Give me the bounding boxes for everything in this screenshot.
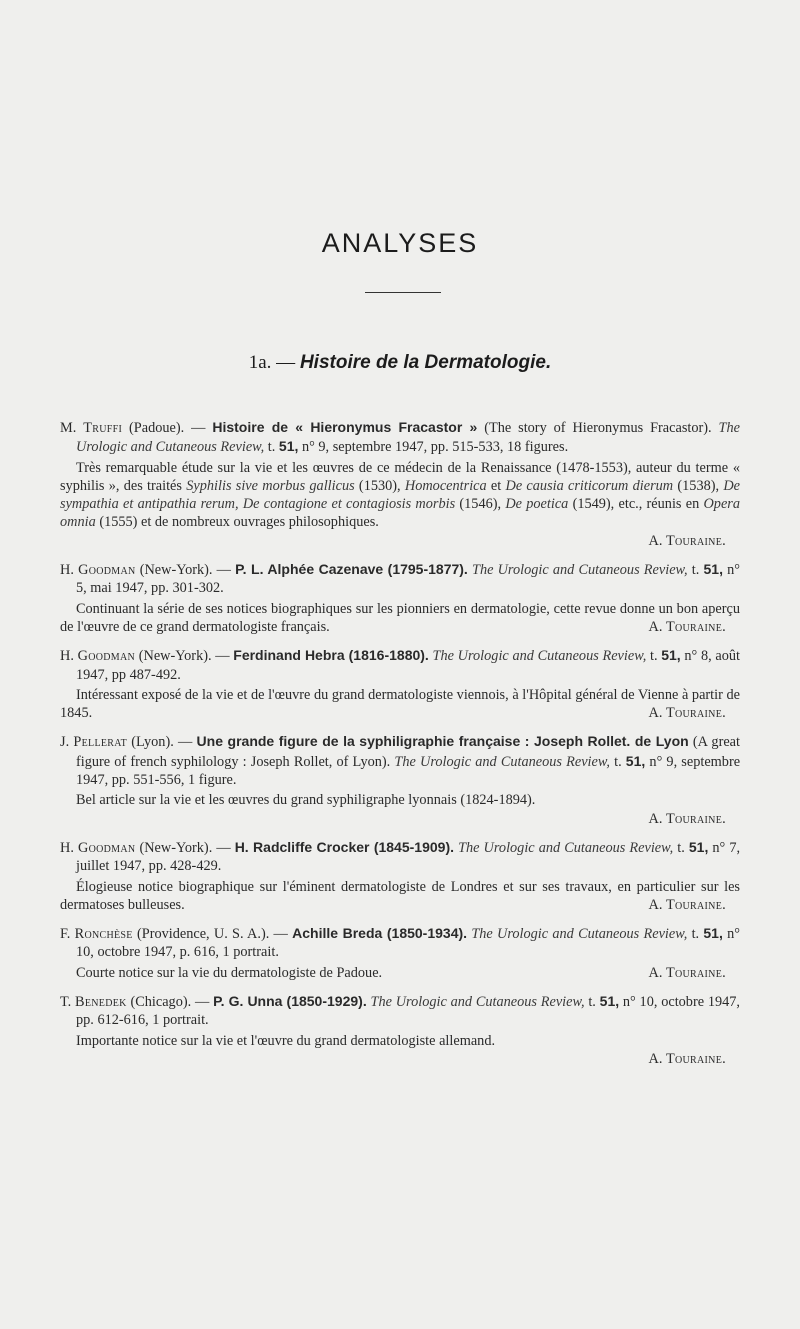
issue-details: n° 8, août 1947, pp 487-492. xyxy=(76,648,741,683)
analysis-entry xyxy=(60,838,740,914)
article-title: Une grande figure de la syphiligraphie française : Joseph Rollet. de Lyon xyxy=(196,733,689,750)
signature xyxy=(60,810,740,828)
citation xyxy=(60,560,740,598)
work-title: Syphilis sive morbus gallicus xyxy=(186,477,355,494)
author-initial: M. xyxy=(60,420,77,436)
journal-name: The Urologic and Cutaneous Review, xyxy=(471,926,688,943)
journal-name: The Urologic and Cutaneous Review, xyxy=(76,420,740,456)
citation xyxy=(60,646,740,684)
volume-prefix: t. xyxy=(691,562,700,579)
volume-prefix: t. xyxy=(649,648,658,665)
article-title: Ferdinand Hebra (1816-1880). xyxy=(233,647,429,664)
author-place: (New-York). — xyxy=(139,562,231,579)
signature xyxy=(633,704,741,722)
analysis-entry xyxy=(60,992,740,1068)
author-name: Truffi xyxy=(83,420,123,436)
signature-initial: A. xyxy=(648,618,663,635)
signature-name: Touraine. xyxy=(665,810,726,827)
citation xyxy=(60,418,740,457)
summary-text: (1538), xyxy=(673,477,724,494)
section-number: 1a. — xyxy=(248,352,296,373)
article-title: Histoire de « Hieronymus Fracastor » xyxy=(212,419,478,435)
summary-text: Élogieuse notice biographique sur l'éminent dermatologiste de Londres et sur ses travaux, en particulier sur les dermatoses bulleuses. xyxy=(60,878,740,913)
analysis-entry xyxy=(60,924,740,982)
summary-text: Très remarquable étude sur la vie et les œuvres de ce médecin de la Renaissance (1478-1553), auteur du terme « syphilis », des traités xyxy=(60,459,740,494)
signature-initial: A. xyxy=(648,705,663,722)
english-title: (A great figure of french syphilology : Joseph Rollet, of Lyon). xyxy=(76,734,741,770)
signature xyxy=(633,964,741,982)
citation xyxy=(60,732,740,789)
author-name: Goodman xyxy=(77,648,136,665)
signature-initial: A. xyxy=(648,532,663,549)
volume-prefix: t. xyxy=(267,439,276,456)
author-place: (New-York). — xyxy=(138,648,230,665)
author-place: (Lyon). — xyxy=(131,734,193,751)
volume-number: 51, xyxy=(278,438,299,455)
summary-text: (1555) et de nombreux ouvrages philosophiques. xyxy=(95,514,379,531)
analysis-entry xyxy=(60,732,740,827)
signature xyxy=(633,896,741,914)
signature-name: Touraine. xyxy=(665,532,726,549)
author-initial: H. xyxy=(60,648,74,665)
issue-details: n° 10, octobre 1947, pp. 612-616, 1 portrait. xyxy=(76,994,741,1029)
signature-initial: A. xyxy=(648,1050,663,1067)
issue-details: n° 9, septembre 1947, pp. 551-556, 1 figure. xyxy=(76,753,741,789)
article-title: H. Radcliffe Crocker (1845-1909). xyxy=(234,838,454,855)
article-title: Achille Breda (1850-1934). xyxy=(292,925,468,942)
work-title: De sympathia et antipathia rerum, De contagione et contagiosis morbis xyxy=(60,477,740,513)
volume-number: 51, xyxy=(703,925,723,942)
summary-text: Courte notice sur la vie du dermatologiste de Padoue. xyxy=(76,964,383,981)
article-title: P. G. Unna (1850-1929). xyxy=(213,993,367,1010)
english-title: (The story of Hieronymus Fracastor). xyxy=(484,420,712,436)
author-place: (Padoue). — xyxy=(129,420,206,436)
work-title: De poetica xyxy=(505,496,569,513)
author-name: Goodman xyxy=(77,839,136,856)
summary xyxy=(60,964,740,982)
summary-text: et xyxy=(486,477,506,494)
summary-text: Intéressant exposé de la vie et de l'œuvre du grand dermatologiste viennois, à l'Hôpital général de Vienne à partir de 1845. xyxy=(60,686,740,722)
signature-name: Touraine. xyxy=(665,618,726,635)
analysis-entry xyxy=(60,646,740,722)
author-name: Pellerat xyxy=(73,734,128,751)
author-initial: F. xyxy=(60,926,71,943)
summary xyxy=(60,1032,740,1050)
author-place: (Providence, U. S. A.). — xyxy=(136,926,288,943)
signature-name: Touraine. xyxy=(665,1050,726,1067)
volume-prefix: t. xyxy=(677,839,685,856)
work-title: Homocentrica xyxy=(404,477,487,494)
issue-details: n° 9, septembre 1947, pp. 515-533, 18 figures. xyxy=(301,439,569,456)
summary-text: Continuant la série de ses notices biographiques sur les pionniers en dermatologie, cette revue donne un bon aperçu de l'œuvre de ce grand dermatologiste français. xyxy=(60,600,740,635)
section-heading xyxy=(0,352,800,374)
issue-details: n° 7, juillet 1947, pp. 428-429. xyxy=(76,839,741,875)
page-heading: ANALYSES xyxy=(321,228,479,258)
volume-prefix: t. xyxy=(588,994,596,1011)
signature-initial: A. xyxy=(648,896,663,913)
issue-details: n° 10, octobre 1947, p. 616, 1 portrait. xyxy=(76,926,740,961)
article-title: P. L. Alphée Cazenave (1795-1877). xyxy=(235,561,468,578)
author-initial: T. xyxy=(60,994,72,1011)
citation xyxy=(60,838,740,876)
volume-number: 51, xyxy=(703,561,723,578)
author-name: Benedek xyxy=(75,994,127,1011)
signature-name: Touraine. xyxy=(665,896,726,913)
volume-prefix: t. xyxy=(691,926,700,943)
summary-text: Importante notice sur la vie et l'œuvre du grand dermatologiste allemand. xyxy=(76,1032,496,1049)
signature xyxy=(633,618,741,636)
signature-name: Touraine. xyxy=(665,705,726,722)
issue-details: n° 5, mai 1947, pp. 301-302. xyxy=(76,562,741,597)
summary-text: (1549), etc., réunis en xyxy=(568,496,704,513)
summary xyxy=(60,600,740,637)
author-initial: J. xyxy=(60,734,70,751)
journal-name: The Urologic and Cutaneous Review, xyxy=(472,562,688,579)
volume-prefix: t. xyxy=(614,753,622,770)
author-name: Goodman xyxy=(78,562,136,579)
author-name: Ronchèse xyxy=(74,926,133,943)
work-title: De causia criticorum dierum xyxy=(505,477,674,494)
volume-number: 51, xyxy=(599,993,620,1010)
summary xyxy=(60,791,740,809)
summary-text: Bel article sur la vie et les œuvres du grand syphiligraphe lyonnais (1824-1894). xyxy=(76,792,536,809)
volume-number: 51, xyxy=(688,838,709,855)
summary-text: (1530), xyxy=(354,477,405,494)
summary-text: (1546), xyxy=(455,496,506,513)
journal-name: The Urologic and Cutaneous Review, xyxy=(458,839,674,856)
summary xyxy=(60,686,740,723)
analysis-entry xyxy=(60,560,740,636)
author-initial: H. xyxy=(60,839,74,856)
author-initial: H. xyxy=(60,562,74,579)
heading-divider xyxy=(365,292,441,293)
journal-name: The Urologic and Cutaneous Review, xyxy=(370,994,585,1011)
signature-name: Touraine. xyxy=(665,964,726,981)
analyses-list xyxy=(60,418,740,1078)
signature-initial: A. xyxy=(648,810,663,827)
author-place: (Chicago). — xyxy=(130,994,210,1011)
volume-number: 51, xyxy=(661,647,681,664)
summary xyxy=(60,878,740,915)
analysis-entry xyxy=(60,418,740,550)
signature-initial: A. xyxy=(648,964,663,981)
signature xyxy=(60,1050,740,1068)
citation xyxy=(60,992,740,1030)
author-place: (New-York). — xyxy=(139,839,231,856)
section-title: Histoire de la Dermatologie. xyxy=(299,352,552,373)
journal-name: The Urologic and Cutaneous Review, xyxy=(432,648,647,665)
journal-name: The Urologic and Cutaneous Review, xyxy=(394,753,610,770)
citation xyxy=(60,924,740,962)
volume-number: 51, xyxy=(625,752,646,769)
signature xyxy=(60,532,740,550)
work-title: Opera omnia xyxy=(60,496,740,531)
summary xyxy=(60,459,740,532)
